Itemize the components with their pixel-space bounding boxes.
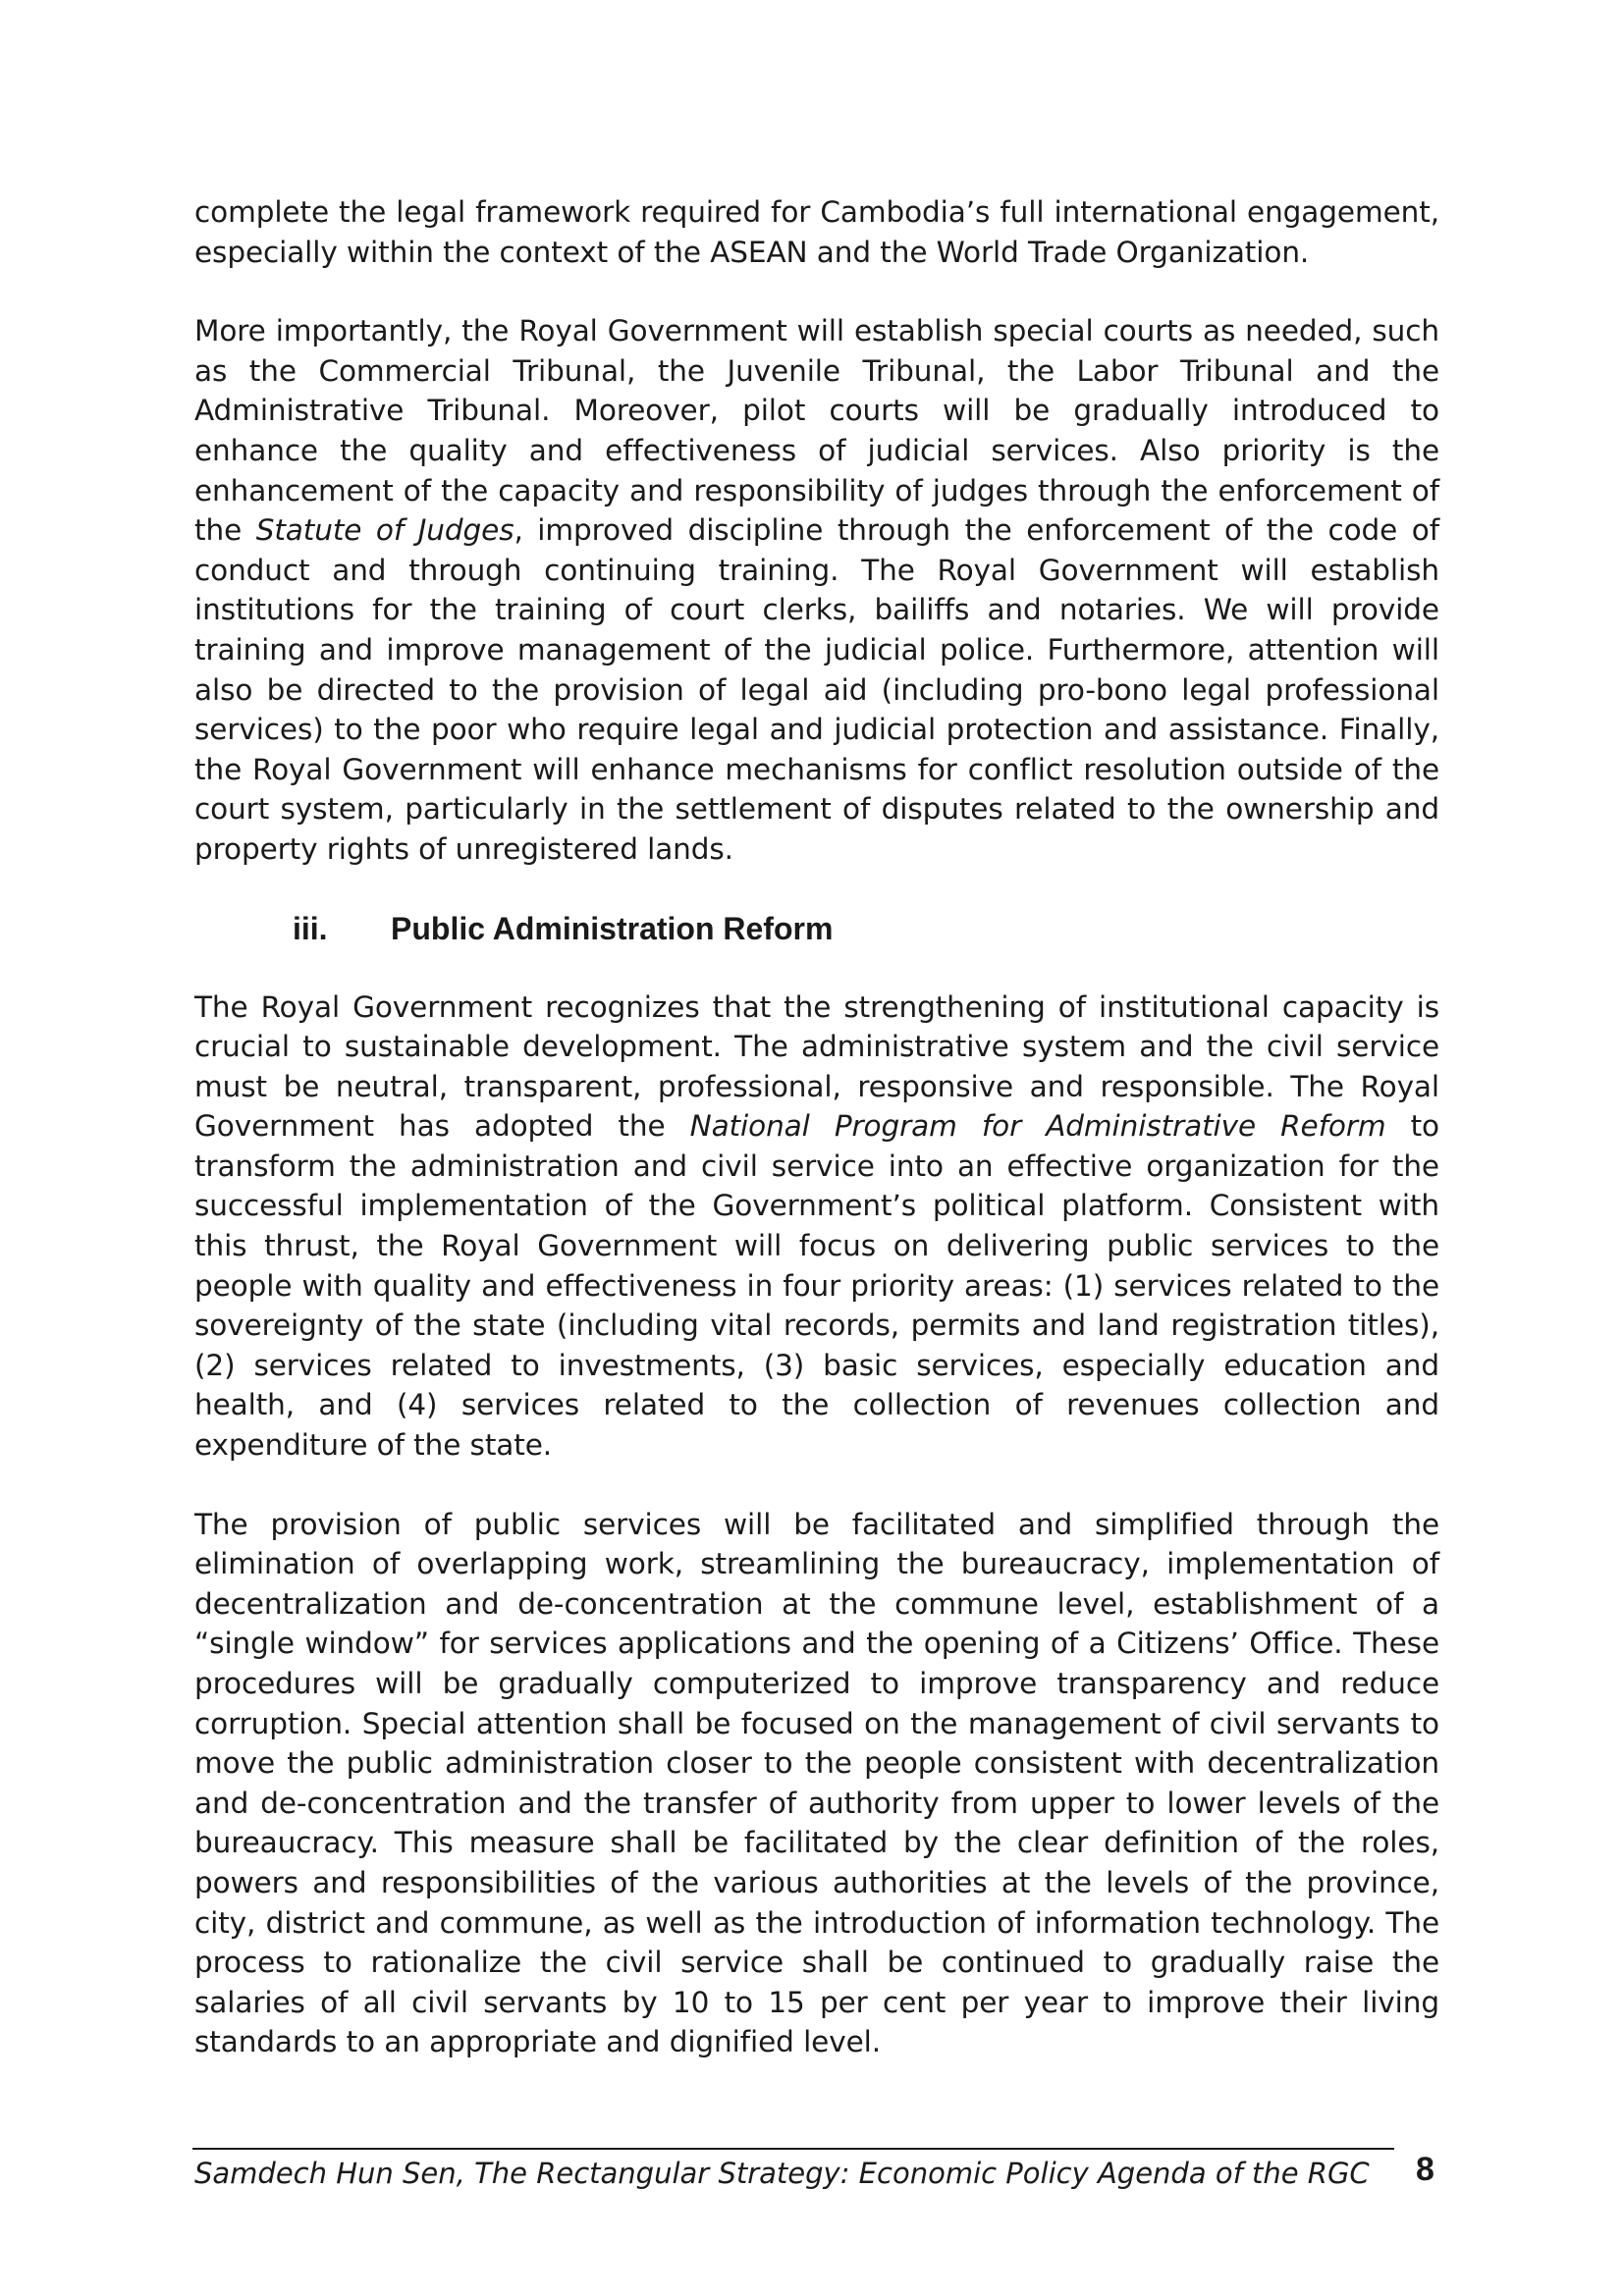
paragraph-text: More importantly, the Royal Government will establish special courts as needed, such as the Commercial Tribunal, the Juvenile Tribunal, the Labor Tribunal and the Administrative Tribunal. Moreover, pilot courts will be gradually introduced to enhance the quality and effectiveness of judicial services. Also priority is the enhancement of the capacity and responsibility of judges through the enforcement of the xyxy=(194,314,1439,548)
section-number: iii. xyxy=(293,910,328,946)
footer-citation: Samdech Hun Sen, The Rectangular Strategy: Economic Policy Agenda of the RGC xyxy=(194,2157,1370,2190)
national-program-title: National Program for Administrative Reform xyxy=(689,1109,1386,1144)
statute-of-judges-title: Statute of Judges xyxy=(255,513,514,548)
paragraph-public-services: The provision of public services will be facilitated and simplified through the elimination of overlapping work, streamlining the bureaucracy, implementation of decentralization and de-concentration at the commune level, establishment of a “single window” for services applications and the opening of a Citizens’ Office. These procedures will be gradually computerized to improve transparency and reduce corruption. Special attention shall be focused on the management of civil servants to move the public administration closer to the people consistent with decentralization and de-concentration and the transfer of authority from upper to lower levels of the bureaucracy. This measure shall be facilitated by the clear definition of the roles, powers and responsibilities of the various authorities at the levels of the province, city, district and commune, as well as the introduction of information technology. The process to rationalize the civil service shall be continued to gradually raise the salaries of all civil servants by 10 to 15 per cent per year to improve their living standards to an appropriate and dignified level. xyxy=(194,1507,1439,2059)
paragraph-text: to transform the administration and civil service into an effective organization for the successful implementation of the Government’s political platform. Consistent with this thrust, the Royal Government will focus on delivering public services to the people with quality and effectiveness in four priority areas: (1) services related to the sovereignty of the state (including vital records, permits and land registration titles), (2) services related to investments, (3) basic services, especially education and health, and (4) services related to the collection of revenues collection and expenditure of the state. xyxy=(194,1109,1439,1463)
paragraph-special-courts xyxy=(194,311,1439,869)
paragraph-institutional-capacity xyxy=(194,988,1439,1466)
paragraph-text: , improved discipline through the enforcement of the code of conduct and through continuing training. The Royal Government will establish institutions for the training of court clerks, bailiffs and notaries. We will provide training and improve management of the judicial police. Furthermore, attention will also be directed to the provision of legal aid (including pro-bono legal professional services) to the poor who require legal and judicial protection and assistance. Finally, the Royal Government will enhance mechanisms for conflict resolution outside of the court system, particularly in the settlement of disputes related to the ownership and property rights of unregistered lands. xyxy=(194,513,1440,866)
page-number: 8 xyxy=(1416,2151,1434,2188)
paragraph-gap xyxy=(194,272,1439,311)
paragraph-legal-framework: complete the legal framework required for Cambodia’s full international engagement, especially within the context of the ASEAN and the World Trade Organization. xyxy=(194,195,1439,269)
footer-divider xyxy=(192,2148,1394,2150)
section-heading xyxy=(194,909,1439,948)
paragraph-gap xyxy=(194,870,1439,909)
paragraph-gap xyxy=(194,948,1439,988)
document-body xyxy=(194,192,1439,2062)
paragraph-gap xyxy=(194,1466,1439,1505)
section-title: Public Administration Reform xyxy=(391,910,834,946)
paragraph-text: The Royal Government recognizes that the strengthening of institutional capacity is crucial to sustainable development. The administrative system and the civil service must be neutral, transparent, professional, responsive and responsible. The Royal Government has adopted the xyxy=(194,989,1439,1144)
